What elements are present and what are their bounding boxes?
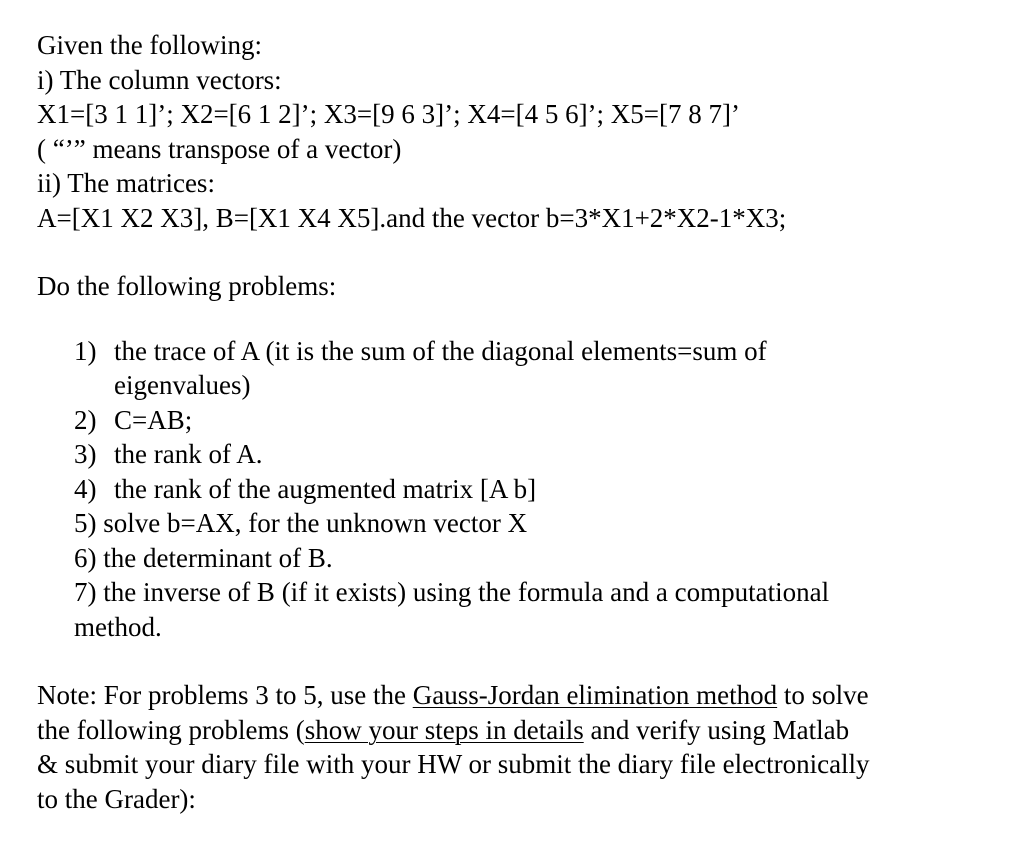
note-text: and verify using Matlab	[583, 714, 850, 745]
column-vectors-label: i) The column vectors:	[37, 64, 282, 95]
note-text: to solve	[777, 680, 869, 710]
given-heading: Given the following:	[37, 30, 262, 60]
problem-text: C=AB;	[114, 404, 193, 435]
list-item	[37, 575, 997, 644]
spacer	[37, 304, 997, 334]
list-item	[37, 541, 997, 576]
problem-text: the rank of the augmented matrix [A b]	[114, 473, 537, 504]
problem-text-continued: method.	[74, 611, 162, 642]
problem-text: the trace of A (it is the sum of the diagonal elements=sum of	[114, 335, 767, 366]
transpose-note: ( “’” means transpose of a vector)	[37, 133, 402, 164]
matrices-label: ii) The matrices:	[37, 168, 215, 198]
spacer	[37, 235, 997, 269]
problem-text: 5) solve b=AX, for the unknown vector X	[74, 508, 528, 538]
show-steps-link[interactable]: show your steps in details	[304, 714, 584, 745]
gauss-jordan-link[interactable]: Gauss-Jordan elimination method	[412, 680, 778, 710]
spacer	[37, 644, 997, 678]
note-paragraph	[37, 678, 997, 816]
problem-list	[37, 334, 997, 645]
list-item	[37, 472, 997, 507]
problem-number: 4)	[74, 473, 97, 504]
note-line	[37, 713, 997, 748]
problem-number: 2)	[74, 404, 97, 435]
problem-text: 6) the determinant of B.	[74, 542, 333, 573]
list-item	[37, 403, 997, 438]
problem-number: 1)	[74, 335, 97, 366]
list-item	[37, 506, 997, 541]
problem-text-continued: eigenvalues)	[114, 370, 251, 400]
problem-text: 7) the inverse of B (if it exists) using the formula and a computational	[74, 577, 830, 607]
document-body	[37, 28, 997, 816]
list-item	[37, 334, 997, 403]
problem-text: the rank of A.	[114, 439, 263, 469]
note-text: the following problems (	[37, 714, 305, 745]
matrices-definition: A=[X1 X2 X3], B=[X1 X4 X5].and the vector b=3*X1+2*X2-1*X3;	[37, 202, 787, 233]
list-item	[37, 437, 997, 472]
problems-heading: Do the following problems:	[37, 271, 337, 301]
note-text: Note: For problems 3 to 5, use the	[37, 680, 413, 710]
problem-number: 3)	[74, 439, 97, 469]
vectors-definition: X1=[3 1 1]’; X2=[6 1 2]’; X3=[9 6 3]’; X4=[4 5 6]’; X5=[7 8 7]’	[37, 99, 741, 129]
note-line	[37, 678, 997, 713]
note-line: & submit your diary file with your HW or submit the diary file electronically	[37, 749, 870, 779]
note-line: to the Grader):	[37, 783, 196, 814]
